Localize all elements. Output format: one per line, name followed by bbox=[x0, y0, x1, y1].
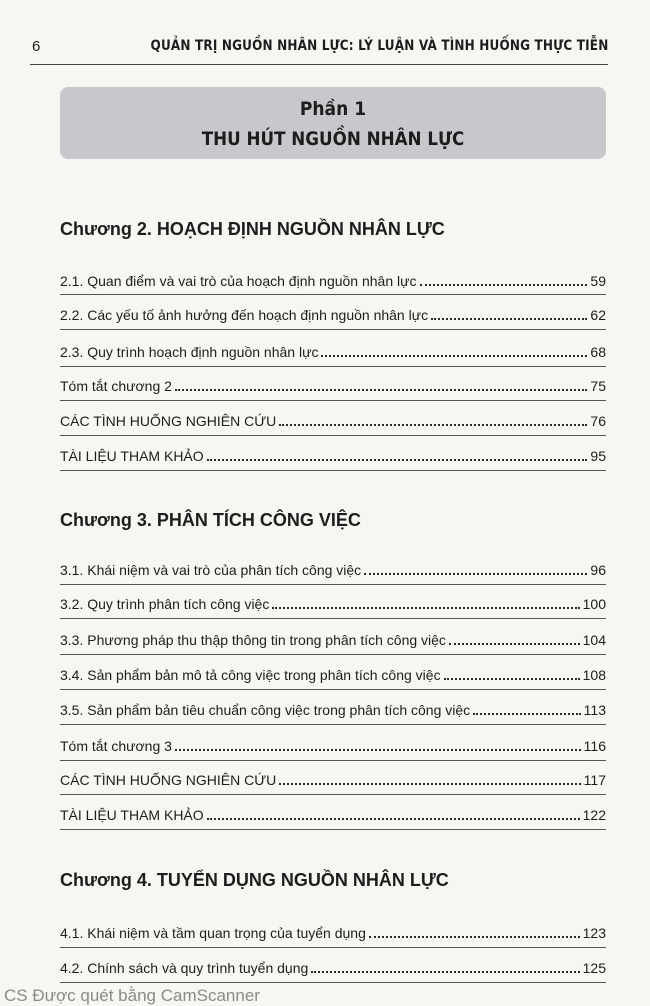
scanner-watermark: CS Được quét bằng CamScanner bbox=[4, 986, 260, 1005]
toc-leader-dots bbox=[444, 678, 580, 680]
toc-entry-title: 3.2. Quy trình phân tích công việc bbox=[60, 596, 270, 612]
toc-rule bbox=[60, 947, 606, 948]
toc-entry-title: 3.4. Sản phẩm bản mô tả công việc trong phân tích công việc bbox=[60, 667, 441, 683]
toc-entry-title: 3.5. Sản phẩm bản tiêu chuẩn công việc trong phân tích công việc bbox=[60, 702, 471, 718]
toc-entry[interactable] bbox=[60, 339, 606, 361]
toc-entry-title: 3.3. Phương pháp thu thập thông tin trong phân tích công việc bbox=[60, 632, 446, 648]
part-banner bbox=[60, 87, 606, 159]
toc-rule bbox=[60, 829, 606, 830]
toc-entry-title: CÁC TÌNH HUỐNG NGHIÊN CỨU bbox=[60, 772, 277, 788]
toc-page-number: 113 bbox=[583, 702, 606, 718]
toc-leader-dots bbox=[207, 459, 588, 461]
chapter-heading: Chương 2. HOẠCH ĐỊNH NGUỒN NHÂN LỰC bbox=[60, 219, 445, 239]
toc-entry[interactable] bbox=[60, 802, 606, 824]
toc-entry[interactable] bbox=[60, 697, 606, 719]
toc-entry[interactable] bbox=[60, 733, 606, 755]
toc-page-number: 104 bbox=[582, 632, 606, 648]
toc-entry[interactable] bbox=[60, 302, 606, 324]
part-label: Phần 1 bbox=[299, 98, 367, 120]
toc-page-number: 62 bbox=[590, 307, 606, 323]
toc-entry-title: Tóm tắt chương 3 bbox=[60, 738, 172, 754]
toc-entry[interactable] bbox=[60, 662, 606, 684]
toc-rule bbox=[60, 584, 606, 585]
page-header bbox=[30, 36, 608, 60]
toc-entry-title: CÁC TÌNH HUỐNG NGHIÊN CỨU bbox=[60, 413, 277, 429]
toc-rule bbox=[60, 794, 606, 795]
toc-leader-dots bbox=[311, 971, 579, 973]
running-title: QUẢN TRỊ NGUỒN NHÂN LỰC: LÝ LUẬN VÀ TÌNH HUỐNG THỰC TIỄN bbox=[150, 38, 608, 54]
toc-leader-dots bbox=[420, 284, 588, 286]
toc-entry-title: 3.1. Khái niệm và vai trò của phân tích công việc bbox=[60, 562, 362, 578]
toc-entry[interactable] bbox=[60, 373, 606, 395]
toc-entry-title: 2.3. Quy trình hoạch định nguồn nhân lực bbox=[60, 344, 319, 360]
toc-entry-title: TÀI LIỆU THAM KHẢO bbox=[60, 807, 204, 823]
toc-entry-title: 2.1. Quan điểm và vai trò của hoạch định nguồn nhân lực bbox=[60, 273, 417, 289]
toc-leader-dots bbox=[364, 573, 587, 575]
header-rule bbox=[30, 64, 608, 65]
page-number: 6 bbox=[32, 38, 41, 55]
toc-page-number: 68 bbox=[590, 344, 606, 360]
toc-rule bbox=[60, 470, 606, 471]
toc-rule bbox=[60, 366, 606, 367]
toc-leader-dots bbox=[175, 389, 587, 391]
toc-page-number: 96 bbox=[590, 562, 606, 578]
toc-leader-dots bbox=[279, 424, 587, 426]
toc-leader-dots bbox=[369, 936, 580, 938]
toc-rule bbox=[60, 982, 606, 983]
toc-page-number: 117 bbox=[583, 772, 606, 788]
toc-leader-dots bbox=[431, 318, 587, 320]
toc-rule bbox=[60, 689, 606, 690]
toc-rule bbox=[60, 435, 606, 436]
toc-entry[interactable] bbox=[60, 408, 606, 430]
toc-leader-dots bbox=[207, 818, 580, 820]
toc-page-number: 75 bbox=[590, 378, 606, 394]
toc-page-number: 76 bbox=[590, 413, 606, 429]
toc-rule bbox=[60, 294, 606, 295]
toc-page-number: 122 bbox=[582, 807, 606, 823]
toc-leader-dots bbox=[272, 607, 579, 609]
toc-rule bbox=[60, 760, 606, 761]
toc-page-number: 125 bbox=[582, 960, 606, 976]
toc-entry[interactable] bbox=[60, 557, 606, 579]
toc-entry-title: 4.1. Khái niệm và tầm quan trọng của tuyển dụng bbox=[60, 925, 366, 941]
toc-entry[interactable] bbox=[60, 627, 606, 649]
toc-rule bbox=[60, 329, 606, 330]
toc-leader-dots bbox=[321, 355, 587, 357]
toc-entry[interactable] bbox=[60, 955, 606, 977]
chapter-heading: Chương 3. PHÂN TÍCH CÔNG VIỆC bbox=[60, 510, 361, 530]
chapter-heading: Chương 4. TUYỂN DỤNG NGUỒN NHÂN LỰC bbox=[60, 870, 449, 890]
toc-page-number: 123 bbox=[582, 925, 606, 941]
toc-leader-dots bbox=[473, 713, 581, 715]
toc-entry-title: 2.2. Các yếu tố ảnh hưởng đến hoạch định nguồn nhân lực bbox=[60, 307, 429, 323]
toc-entry-title: Tóm tắt chương 2 bbox=[60, 378, 172, 394]
toc-page-number: 100 bbox=[582, 596, 606, 612]
toc-leader-dots bbox=[449, 643, 580, 645]
toc-rule bbox=[60, 654, 606, 655]
toc-entry-title: 4.2. Chính sách và quy trình tuyển dụng bbox=[60, 960, 309, 976]
part-title: THU HÚT NGUỒN NHÂN LỰC bbox=[201, 128, 465, 150]
toc-leader-dots bbox=[175, 749, 581, 751]
toc-leader-dots bbox=[279, 783, 580, 785]
toc-rule bbox=[60, 618, 606, 619]
toc-page-number: 59 bbox=[590, 273, 606, 289]
toc-entry[interactable] bbox=[60, 268, 606, 290]
toc-entry-title: TÀI LIỆU THAM KHẢO bbox=[60, 448, 204, 464]
toc-entry[interactable] bbox=[60, 591, 606, 613]
toc-rule bbox=[60, 724, 606, 725]
toc-rule bbox=[60, 400, 606, 401]
toc-entry[interactable] bbox=[60, 920, 606, 942]
toc-page-number: 116 bbox=[583, 738, 606, 754]
toc-page-number: 108 bbox=[582, 667, 606, 683]
toc-entry[interactable] bbox=[60, 443, 606, 465]
toc-page-number: 95 bbox=[590, 448, 606, 464]
toc-entry[interactable] bbox=[60, 767, 606, 789]
